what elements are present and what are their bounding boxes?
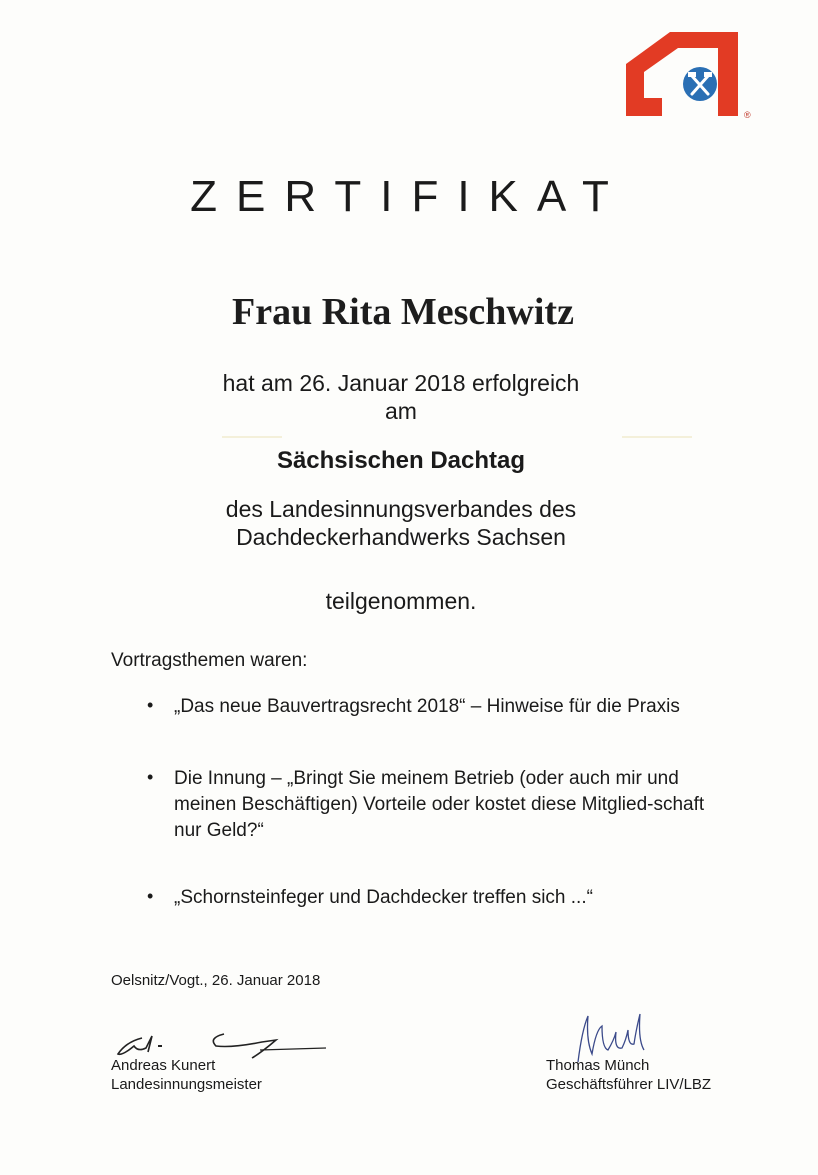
event-name: Sächsischen Dachtag xyxy=(276,447,526,474)
recipient-name: Frau Rita Meschwitz xyxy=(232,291,574,333)
topic-item xyxy=(174,766,734,844)
signatory-2-name: Thomas Münch xyxy=(546,1057,650,1074)
body-line-4: des Landesinnungsverbandes des xyxy=(225,496,577,522)
signatory-1-role: Landesinnungsmeister xyxy=(111,1076,262,1093)
topic-item: „Schornsteinfeger und Dachdecker treffen sich ...“ xyxy=(174,887,593,908)
place-date: Oelsnitz/Vogt., 26. Januar 2018 xyxy=(111,972,321,989)
bullet-icon: • xyxy=(147,886,154,906)
signatory-1-name: Andreas Kunert xyxy=(111,1057,216,1074)
bullet-icon: • xyxy=(147,695,154,715)
certificate-title: ZERTIFIKAT xyxy=(190,172,628,221)
signatory-1 xyxy=(111,1056,262,1094)
signatory-2-role: Geschäftsführer LIV/LBZ xyxy=(546,1076,712,1093)
paper-scuff xyxy=(222,427,702,433)
body-line-5: Dachdeckerhandwerks Sachsen xyxy=(236,524,566,550)
signatory-2 xyxy=(546,1056,711,1094)
guild-logo xyxy=(622,28,742,120)
body-line-2: am xyxy=(385,398,417,424)
registered-mark: ® xyxy=(744,110,751,120)
bullet-icon: • xyxy=(147,767,154,787)
body-line-6: teilgenommen. xyxy=(325,588,477,614)
topic-item-text: Die Innung – „Bringt Sie meinem Betrieb (oder auch mir und meinen Beschäftigen) Vorteile oder kostet diese Mitglied-schaft nur Geld?“ xyxy=(174,768,705,841)
topic-item: „Das neue Bauvertragsrecht 2018“ – Hinweise für die Praxis xyxy=(174,696,680,717)
topics-label: Vortragsthemen waren: xyxy=(111,650,308,671)
body-line-1: hat am 26. Januar 2018 erfolgreich xyxy=(222,370,580,396)
